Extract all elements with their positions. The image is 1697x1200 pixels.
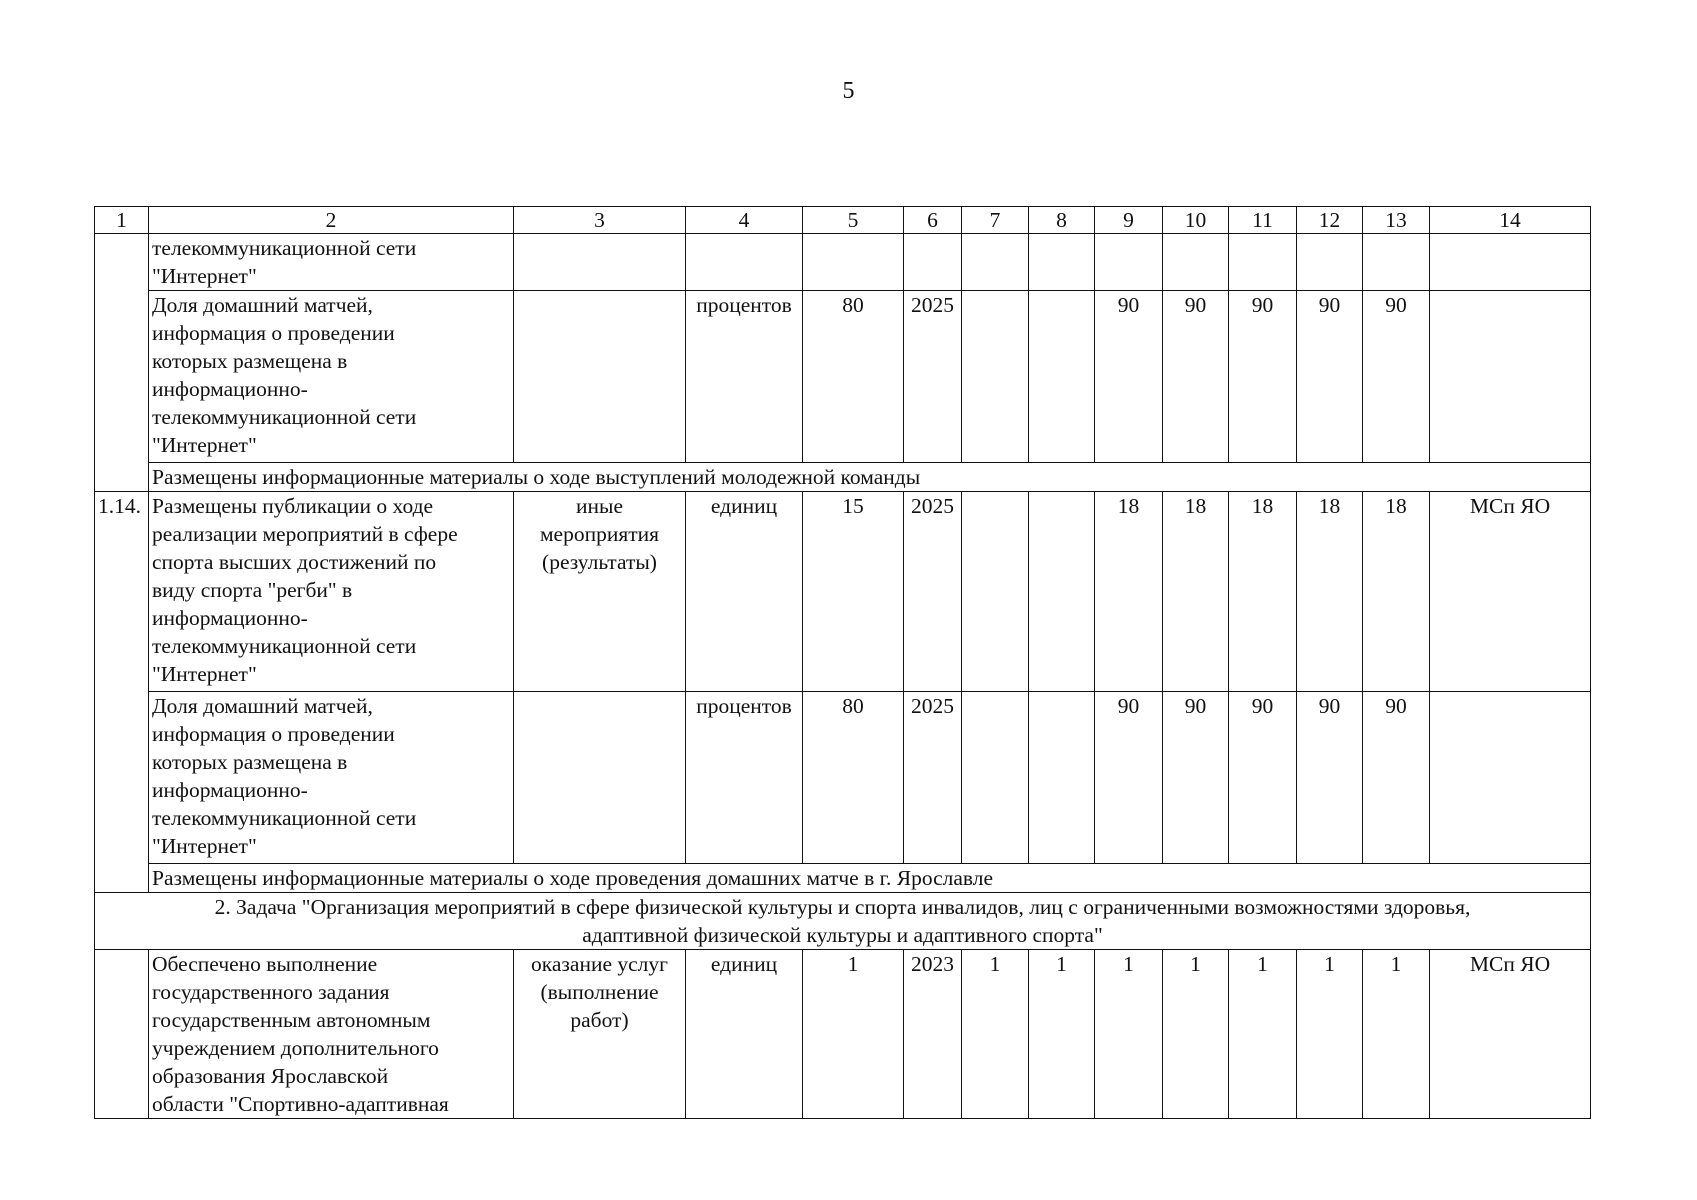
table-row xyxy=(95,291,1591,463)
value-cell: 90 xyxy=(1163,291,1229,463)
header-col-10: 10 xyxy=(1163,207,1229,234)
type-cell: оказание услуг (выполнение работ) xyxy=(514,950,686,1119)
cell xyxy=(1430,234,1591,291)
value-cell: 18 xyxy=(1363,492,1430,692)
column-number-header xyxy=(95,207,1591,234)
value-cell: 1 xyxy=(1163,950,1229,1119)
unit-cell: единиц xyxy=(686,492,803,692)
table-row xyxy=(95,950,1591,1119)
value-cell: 1 xyxy=(962,950,1029,1119)
table-row xyxy=(95,463,1591,492)
header-col-14: 14 xyxy=(1430,207,1591,234)
table-row xyxy=(95,864,1591,893)
value-cell: 90 xyxy=(1229,692,1297,864)
value-cell: 90 xyxy=(1163,692,1229,864)
header-col-4: 4 xyxy=(686,207,803,234)
type-cell: иные мероприятия (результаты) xyxy=(514,492,686,692)
value-cell: 1 xyxy=(1095,950,1163,1119)
cell xyxy=(1430,291,1591,463)
cell xyxy=(962,234,1029,291)
base-year-cell: 2025 xyxy=(904,692,962,864)
row-number-cell xyxy=(95,234,149,492)
cell xyxy=(1430,692,1591,864)
base-value-cell: 80 xyxy=(803,692,904,864)
result-note: Размещены информационные материалы о ходе проведения домашних матче в г. Ярославле xyxy=(149,864,1591,893)
value-cell: 1 xyxy=(1229,950,1297,1119)
cell xyxy=(1297,234,1363,291)
base-value-cell: 80 xyxy=(803,291,904,463)
result-note: Размещены информационные материалы о ходе выступлений молодежной команды xyxy=(149,463,1591,492)
value-cell: 1 xyxy=(1297,950,1363,1119)
cell xyxy=(1029,234,1095,291)
base-value-cell: 15 xyxy=(803,492,904,692)
header-col-11: 11 xyxy=(1229,207,1297,234)
header-col-13: 13 xyxy=(1363,207,1430,234)
table-row xyxy=(95,492,1591,692)
cell xyxy=(686,234,803,291)
indicator-name: Обеспечено выполнение государственного задания государственным автономным учреждением дополнительного образования Ярославской области "Спортивно-адаптивная xyxy=(149,950,514,1119)
cell xyxy=(1229,234,1297,291)
value-cell: 90 xyxy=(1229,291,1297,463)
value-cell: 90 xyxy=(1095,692,1163,864)
header-col-7: 7 xyxy=(962,207,1029,234)
header-col-9: 9 xyxy=(1095,207,1163,234)
value-cell: 90 xyxy=(1363,291,1430,463)
cell xyxy=(962,492,1029,692)
cell xyxy=(962,291,1029,463)
header-col-1: 1 xyxy=(95,207,149,234)
value-cell: 18 xyxy=(1297,492,1363,692)
cell xyxy=(514,234,686,291)
cell xyxy=(962,692,1029,864)
value-cell: 1 xyxy=(1029,950,1095,1119)
cell xyxy=(1095,234,1163,291)
table-row xyxy=(95,234,1591,291)
cell xyxy=(904,234,962,291)
page-number: 5 xyxy=(842,78,855,104)
plan-table xyxy=(94,206,1591,1119)
indicator-name: телекоммуникационной сети "Интернет" xyxy=(149,234,514,291)
value-cell: 1 xyxy=(1363,950,1430,1119)
value-cell: 18 xyxy=(1095,492,1163,692)
cell xyxy=(514,692,686,864)
indicator-name: Доля домашний матчей, информация о проведении которых размещена в информационно- телекоммуникационной сети "Интернет" xyxy=(149,692,514,864)
value-cell: 90 xyxy=(1297,291,1363,463)
cell xyxy=(1163,234,1229,291)
cell xyxy=(1029,492,1095,692)
row-number-cell: 1.14. xyxy=(95,492,149,893)
header-col-12: 12 xyxy=(1297,207,1363,234)
unit-cell: единиц xyxy=(686,950,803,1119)
table-row xyxy=(95,893,1591,950)
cell xyxy=(514,291,686,463)
value-cell: 90 xyxy=(1363,692,1430,864)
header-col-5: 5 xyxy=(803,207,904,234)
cell xyxy=(1029,291,1095,463)
cell xyxy=(803,234,904,291)
header-col-6: 6 xyxy=(904,207,962,234)
cell xyxy=(1029,692,1095,864)
task-heading: 2. Задача "Организация мероприятий в сфере физической культуры и спорта инвалидов, лиц с ограниченными возможностями здоровья, адаптивной физической культуры и адаптивного спорта" xyxy=(95,893,1591,950)
value-cell: 90 xyxy=(1095,291,1163,463)
indicator-name: Размещены публикации о ходе реализации мероприятий в сфере спорта высших достижений по виду спорта "регби" в информационно- телекоммуникационной сети "Интернет" xyxy=(149,492,514,692)
header-col-2: 2 xyxy=(149,207,514,234)
unit-cell: процентов xyxy=(686,291,803,463)
base-year-cell: 2023 xyxy=(904,950,962,1119)
unit-cell: процентов xyxy=(686,692,803,864)
table-row xyxy=(95,692,1591,864)
base-year-cell: 2025 xyxy=(904,291,962,463)
responsible-cell: МСп ЯО xyxy=(1430,492,1591,692)
cell xyxy=(1363,234,1430,291)
header-col-8: 8 xyxy=(1029,207,1095,234)
row-number-cell xyxy=(95,950,149,1119)
base-value-cell: 1 xyxy=(803,950,904,1119)
responsible-cell: МСп ЯО xyxy=(1430,950,1591,1119)
value-cell: 90 xyxy=(1297,692,1363,864)
indicator-name: Доля домашний матчей, информация о проведении которых размещена в информационно- телекоммуникационной сети "Интернет" xyxy=(149,291,514,463)
header-col-3: 3 xyxy=(514,207,686,234)
value-cell: 18 xyxy=(1163,492,1229,692)
base-year-cell: 2025 xyxy=(904,492,962,692)
value-cell: 18 xyxy=(1229,492,1297,692)
